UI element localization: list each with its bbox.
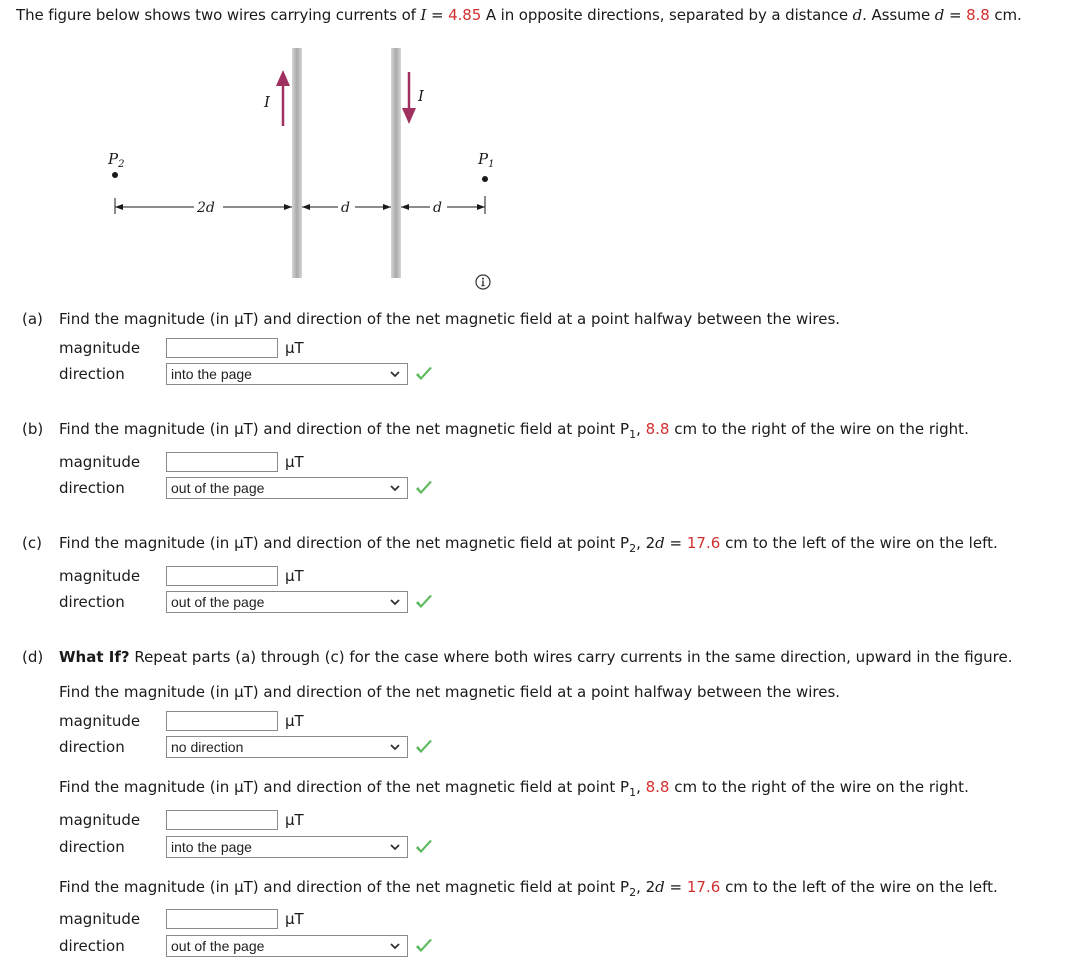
- checkmark-icon: [414, 937, 434, 955]
- current-arrow-down-icon: [402, 72, 416, 124]
- chevron-down-icon: [389, 596, 401, 608]
- magnitude-label: magnitude: [59, 910, 141, 928]
- part-c-magnitude-input[interactable]: [166, 566, 278, 586]
- unit-label: μT: [285, 339, 304, 357]
- label-P1: $P_1$: [478, 150, 495, 170]
- direction-label: direction: [59, 738, 125, 756]
- label-I-left: I: [264, 93, 270, 111]
- wires-figure: [0, 40, 520, 280]
- magnitude-label: magnitude: [59, 811, 141, 829]
- part-a-direction-select[interactable]: into the page: [166, 363, 408, 385]
- checkmark-icon: [414, 365, 434, 383]
- part-d1-question: Find the magnitude (in μT) and direction of the net magnetic field at a point halfway between the wires.: [59, 683, 841, 701]
- current-value: 4.85: [448, 6, 482, 24]
- part-a-magnitude-input[interactable]: [166, 338, 278, 358]
- point-P1: [482, 176, 488, 182]
- part-d3-question: Find the magnitude (in μT) and direction of the net magnetic field at point $P_2$, 2d = 17.6 cm to the left of the wire on the left.: [59, 878, 998, 899]
- magnitude-label: magnitude: [59, 712, 141, 730]
- right-wire: [391, 48, 401, 278]
- problem-statement: The figure below shows two wires carrying currents of I = 4.85 A in opposite directions, separated by a distance d. Assume d = 8.8 cm.: [16, 6, 1022, 24]
- checkmark-icon: [414, 738, 434, 756]
- magnitude-label: magnitude: [59, 567, 141, 585]
- dim-d-between: d: [341, 200, 350, 216]
- part-c-direction-select[interactable]: out of the page: [166, 591, 408, 613]
- part-d2-question: Find the magnitude (in μT) and direction of the net magnetic field at point $P_1$, 8.8 cm to the right of the wire on the right.: [59, 778, 969, 799]
- direction-label: direction: [59, 365, 125, 383]
- current-arrow-up-icon: [276, 70, 290, 126]
- info-icon[interactable]: [475, 274, 491, 290]
- magnitude-label: magnitude: [59, 339, 141, 357]
- unit-label: μT: [285, 811, 304, 829]
- part-d2-magnitude-input[interactable]: [166, 810, 278, 830]
- unit-label: μT: [285, 910, 304, 928]
- direction-label: direction: [59, 838, 125, 856]
- chevron-down-icon: [389, 368, 401, 380]
- label-P2: $P_2$: [108, 150, 125, 170]
- part-b-question: (b) Find the magnitude (in μT) and direction of the net magnetic field at point $P_1$, 8.8 cm to the right of the wire on the right.: [22, 420, 969, 441]
- label-I-right: I: [418, 87, 424, 105]
- part-c-question: (c) Find the magnitude (in μT) and direction of the net magnetic field at point $P_2$, 2d = 17.6 cm to the left of the wire on the left.: [22, 534, 998, 555]
- dim-2d: 2d: [197, 200, 215, 216]
- part-d1-magnitude-input[interactable]: [166, 711, 278, 731]
- part-a-question: (a) Find the magnitude (in μT) and direction of the net magnetic field at a point halfway between the wires.: [22, 310, 841, 328]
- part-d1-direction-select[interactable]: no direction: [166, 736, 408, 758]
- part-d3-direction-select[interactable]: out of the page: [166, 935, 408, 957]
- chevron-down-icon: [389, 940, 401, 952]
- part-b-direction-select[interactable]: out of the page: [166, 477, 408, 499]
- direction-label: direction: [59, 937, 125, 955]
- part-d-question: (d) What If? Repeat parts (a) through (c) for the case where both wires carry currents in the same direction, upward in the figure.: [22, 648, 1013, 666]
- chevron-down-icon: [389, 482, 401, 494]
- chevron-down-icon: [389, 741, 401, 753]
- part-d3-magnitude-input[interactable]: [166, 909, 278, 929]
- unit-label: μT: [285, 453, 304, 471]
- part-d2-direction-select[interactable]: into the page: [166, 836, 408, 858]
- dim-d-right: d: [433, 200, 442, 216]
- checkmark-icon: [414, 838, 434, 856]
- distance-value: 8.8: [966, 6, 990, 24]
- unit-label: μT: [285, 712, 304, 730]
- chevron-down-icon: [389, 841, 401, 853]
- checkmark-icon: [414, 479, 434, 497]
- unit-label: μT: [285, 567, 304, 585]
- part-b-magnitude-input[interactable]: [166, 452, 278, 472]
- direction-label: direction: [59, 479, 125, 497]
- left-wire: [292, 48, 302, 278]
- checkmark-icon: [414, 593, 434, 611]
- point-P2: [112, 172, 118, 178]
- magnitude-label: magnitude: [59, 453, 141, 471]
- direction-label: direction: [59, 593, 125, 611]
